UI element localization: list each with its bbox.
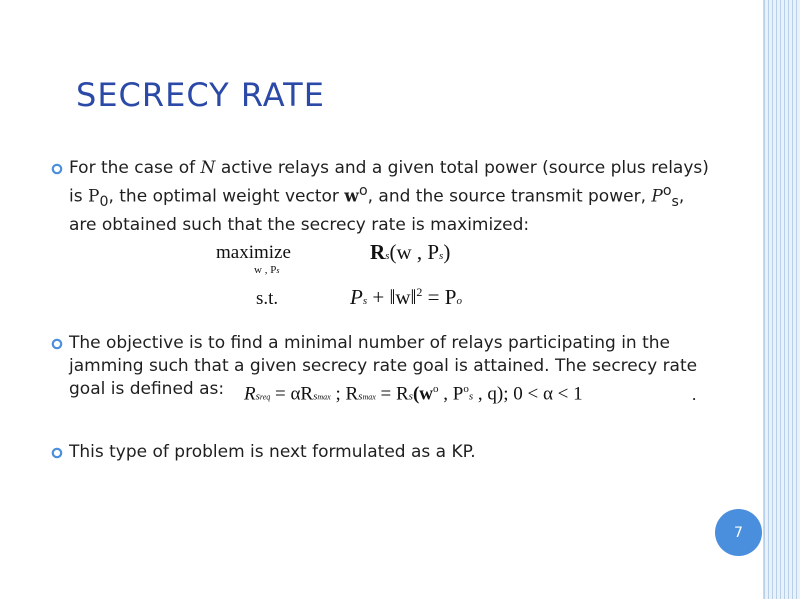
goal-part1: = αR — [270, 383, 314, 405]
goal-part5-sup: o — [463, 383, 469, 395]
goal-r: R — [244, 383, 256, 405]
goal-part1-subsub: max — [317, 392, 331, 402]
constraint-pow: 2 — [416, 285, 423, 299]
bullet-circle-icon — [50, 162, 64, 176]
bullet-circle-icon — [50, 337, 64, 351]
bullet-text-3: This type of problem is next formulated as a KP. — [69, 442, 476, 462]
goal-part2-subsub: max — [362, 392, 376, 402]
goal-part5-sub: s — [468, 390, 474, 403]
var-n: N — [200, 158, 216, 178]
var-p: P — [87, 186, 100, 207]
bullet-circle-icon — [50, 446, 64, 460]
objective-close: ) — [443, 240, 451, 264]
goal-part4-sup: o — [433, 383, 439, 395]
page-number: 7 — [734, 524, 743, 541]
objective-r: R — [370, 240, 386, 264]
goal-part2: ; R — [330, 383, 359, 405]
maximize-subscript — [254, 264, 279, 276]
goal-part4: (w — [412, 383, 434, 405]
constraint-p: P — [350, 285, 363, 309]
goal-part3: = R — [375, 383, 409, 405]
constraint-eq: = P — [422, 285, 457, 309]
secrecy-goal-equation — [244, 383, 583, 405]
goal-part5: , P — [438, 383, 464, 405]
bullet-1-part: , are obtained such that the secrecy rate is maximized: — [69, 186, 685, 236]
bullet-1-part: , the optimal weight vector — [108, 186, 345, 207]
var-p-sub: 0 — [99, 194, 109, 211]
constraint-mid: + ‖w‖ — [367, 285, 417, 309]
slide-title: SECRECY RATE — [76, 76, 325, 114]
maximize-label: maximize — [216, 242, 291, 263]
bullet-text-2: The objective is to find a minimal number of relays participating in the jamming such that a given secrecy rate goal is attained. The secrecy rate goal is defined as: — [69, 333, 698, 399]
goal-part3-sub: s — [408, 390, 413, 403]
bullet-1-part: active relays and a given total power (source plus relays) is — [69, 158, 709, 207]
goal-part2-sub: s — [358, 390, 363, 403]
constraint-p-sub: s — [362, 295, 368, 307]
goal-part1-sub: s — [313, 390, 318, 403]
maximize-under-sub: s — [276, 266, 280, 275]
objective-function — [370, 240, 450, 265]
objective-args: (w , P — [389, 240, 440, 264]
var-w-sup: o — [358, 183, 368, 199]
maximize-under: w , P — [254, 264, 277, 276]
trailing-period: . — [692, 385, 697, 404]
var-w: w — [344, 186, 359, 207]
var-ps-sub: s — [671, 194, 679, 211]
goal-r-sub: s — [255, 390, 260, 403]
st-label: s.t. — [256, 288, 279, 309]
objective-args-sub: s — [439, 250, 444, 262]
page-number-badge — [715, 509, 762, 556]
bullet-1-part: For the case of — [69, 158, 201, 178]
goal-r-subsub: req — [259, 392, 271, 402]
decorative-right-border — [763, 0, 800, 599]
objective-r-sub: s — [385, 250, 390, 262]
var-ps: P — [651, 186, 663, 207]
var-ps-sup: o — [662, 183, 672, 199]
bullet-1-part: , and the source transmit power, — [367, 186, 652, 207]
bullet-text-1 — [69, 157, 709, 237]
goal-part6: , q); 0 < α < 1 — [473, 383, 583, 405]
constraint-equation — [350, 285, 462, 310]
constraint-rhs-sub: o — [456, 295, 462, 307]
